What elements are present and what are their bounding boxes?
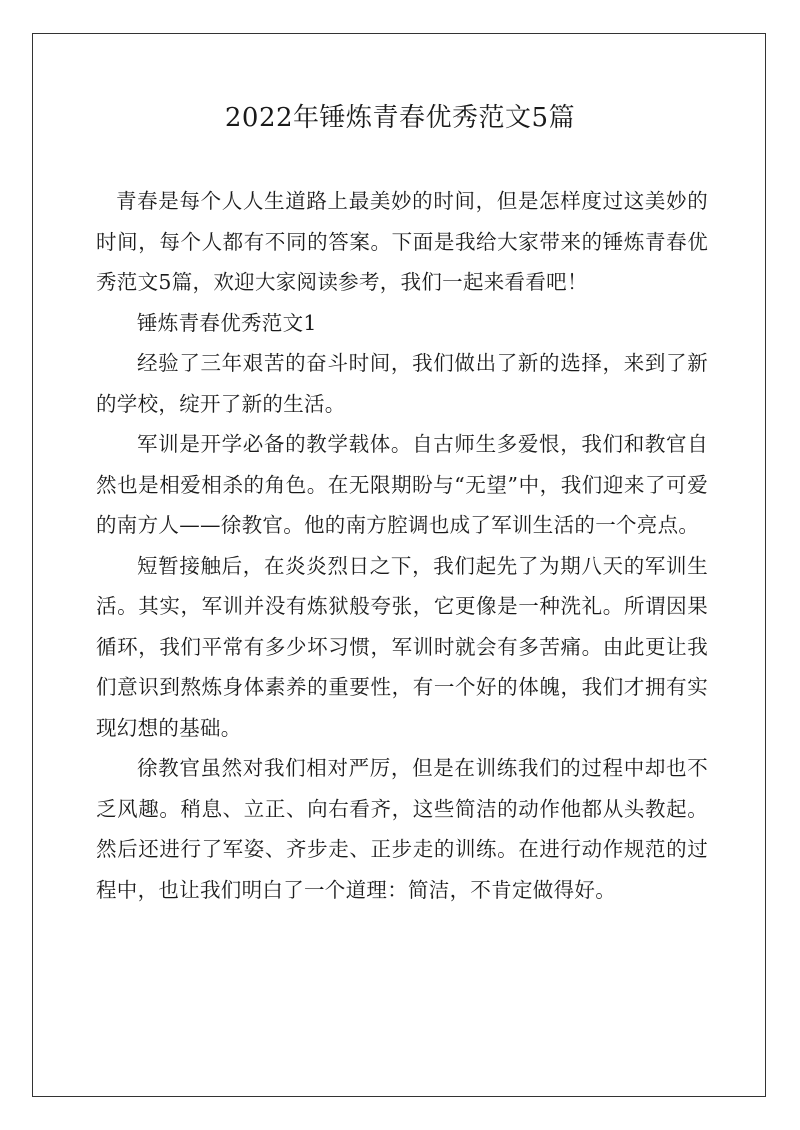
section-heading: 锤炼青春优秀范文1	[137, 310, 317, 335]
body-paragraph: 徐教官虽然对我们相对严厉，但是在训练我们的过程中却也不乏风趣。稍息、立正、向右看齐，这些简洁的动作他都从头教起。然后还进行了军姿、齐步走、正步走的训练。在进行动作规范的过程中，也让我们明白了一个道理：简洁，不肯定做得好。	[96, 756, 708, 902]
document-title: 2022年锤炼青春优秀范文5篇	[224, 103, 576, 133]
body-paragraph: 经验了三年艰苦的奋斗时间，我们做出了新的选择，来到了新的学校，绽开了新的生活。	[96, 351, 708, 416]
body-paragraph: 军训是开学必备的教学载体。自古师生多爱恨，我们和教官自然也是相爱相杀的角色。在无限期盼与“无望”中，我们迎来了可爱的南方人——徐教官。他的南方腔调也成了军训生活的一个亮点。	[96, 432, 708, 537]
intro-paragraph: 青春是每个人人生道路上最美妙的时间，但是怎样度过这美妙的时间，每个人都有不同的答案。下面是我给大家带来的锤炼青春优秀范文5篇，欢迎大家阅读参考，我们一起来看看吧！	[96, 189, 708, 294]
document-body	[96, 181, 708, 910]
body-paragraph: 短暂接触后，在炎炎烈日之下，我们起先了为期八天的军训生活。其实，军训并没有炼狱般夸张，它更像是一种洗礼。所谓因果循环，我们平常有多少坏习惯，军训时就会有多苦痛。由此更让我们意识到熬炼身体素养的重要性，有一个好的体魄，我们才拥有实现幻想的基础。	[96, 553, 708, 740]
